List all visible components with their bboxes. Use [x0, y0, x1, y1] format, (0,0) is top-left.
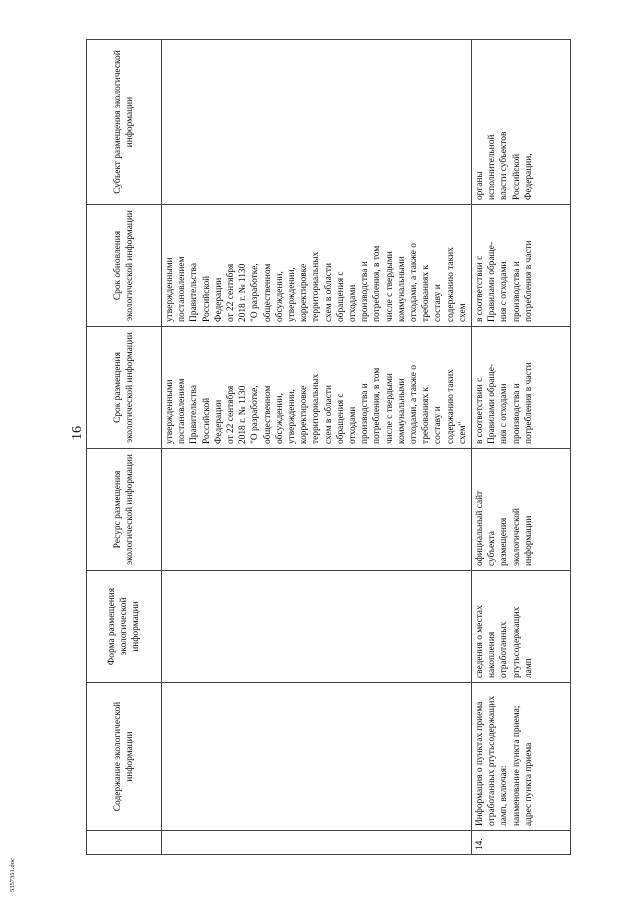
cell-num [162, 831, 472, 855]
cell-form: сведения о местах накопления отработанных ртутьсодержащих ламп [472, 571, 571, 683]
cell-content [162, 683, 472, 831]
cell-placement-term: в соответствии с Правилами обраще- ния с отходами производства и потребления в части [472, 327, 571, 449]
header-form: Форма размещения экологической информации [87, 571, 162, 683]
header-subject: Субъект размещения экологической информации [87, 40, 162, 205]
cell-placement-term: утвержденными постановлением Правительства Российской Федерации от 22 сентября 2018 г. № 1130 "О разработке, общественном обсуждении, утверждении, корректировке территориальных схем в области обращения с отходами производства и потребления, в том числе с твердыми коммунальными отходами, а также о требованиях к составу и содержанию таких схем" [162, 327, 472, 449]
table-row [472, 40, 571, 855]
header-content: Содержание экологической информации [87, 683, 162, 831]
eco-info-table [86, 39, 571, 855]
cell-form [162, 571, 472, 683]
header-num [87, 831, 162, 855]
rotated-table-container [86, 40, 638, 855]
cell-update-term: в соответствии с Правилами обраще- ния с отходами производства и потребления в части [472, 205, 571, 327]
table-row [162, 40, 472, 855]
cell-subject [162, 40, 472, 205]
cell-update-term: утвержденными постановлением Правительства Российской Федерации от 22 сентября 2018 г. № 1130 "О разработке, общественном обсуждении, утверждении, корректировке территориальных схем в области обращения с отходами производства и потребления, в том числе с твердыми коммунальными отходами, а также о требованиях к составу и содержанию таких схем [162, 205, 472, 327]
table-header-row [87, 40, 162, 855]
header-update-term: Срок обновления экологической информации [87, 205, 162, 327]
cell-num: 14. [472, 831, 571, 855]
header-placement-term: Срок размещения экологической информации [87, 327, 162, 449]
document-id: 5357351.doc [9, 858, 16, 892]
cell-resource [162, 449, 472, 571]
header-resource: Ресурс размещения экологической информации [87, 449, 162, 571]
page-number: 16 [70, 426, 85, 440]
cell-content: Информация о пунктах приема отработанных ртутьсодержащих ламп, включая: наименование пункта приема; адрес пункта приема [472, 683, 571, 831]
cell-resource: официальный сайт субъекта размещения экологической информации [472, 449, 571, 571]
cell-subject: органы исполнительной власти субъектов Российской Федерации, [472, 40, 571, 205]
